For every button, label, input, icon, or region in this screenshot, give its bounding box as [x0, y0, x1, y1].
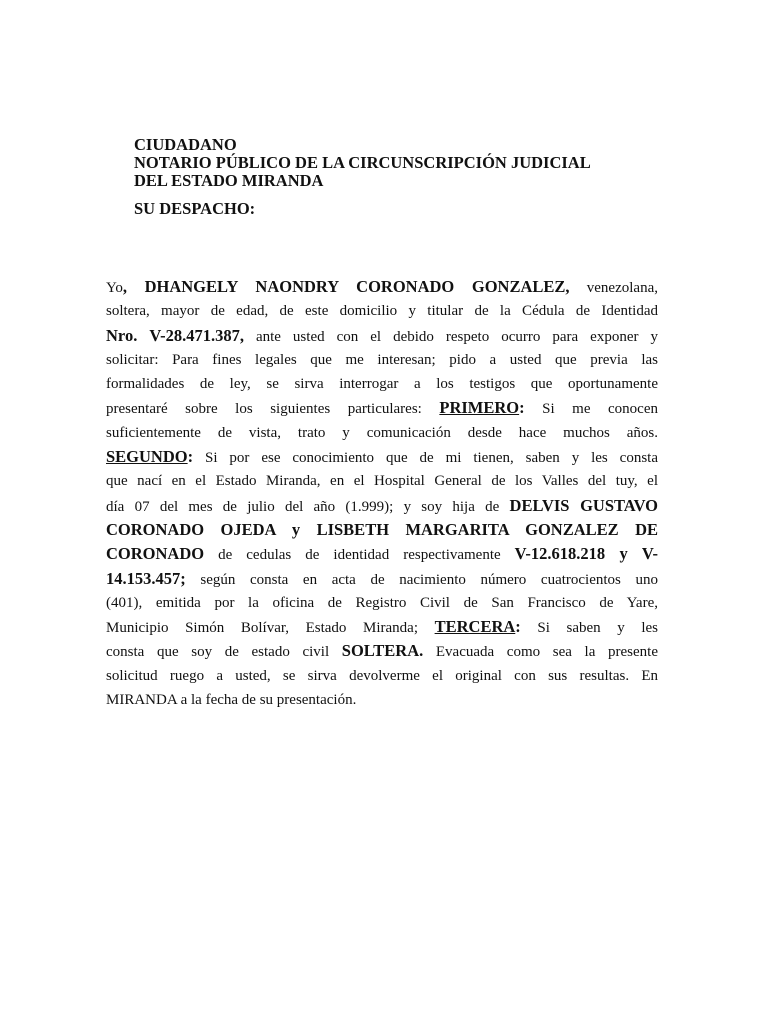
- addressee-line-2: NOTARIO PÚBLICO DE LA CIRCUNSCRIPCIÓN JUDICIAL: [134, 153, 591, 172]
- parents-id-numbers: V-12.618.218 y V-: [514, 544, 658, 564]
- body-line: soltera, mayor de edad, de este domicilio y titular de la Cédula de Identidad: [106, 303, 658, 320]
- body-line: [106, 494, 658, 518]
- mother-surname: CORONADO: [106, 544, 205, 564]
- body-line: suficientemente de vista, trato y comunicación desde hace muchos años.: [106, 424, 658, 441]
- body-text: Municipio Simón Bolívar, Estado Miranda;: [106, 620, 435, 637]
- closing-line: MIRANDA a la fecha de su presentación.: [106, 692, 357, 709]
- primero-heading: PRIMERO: [439, 398, 520, 418]
- body-line: [106, 567, 658, 591]
- applicant-name: , DHANGELY NAONDRY CORONADO GONZALEZ,: [122, 277, 570, 296]
- body-line: [106, 445, 658, 469]
- body-line: [106, 275, 658, 299]
- body-text: Si por ese conocimiento que de mi tienen, saben y les consta: [193, 450, 658, 467]
- su-despacho: SU DESPACHO:: [134, 199, 256, 218]
- body-line: [106, 324, 658, 348]
- body-line: solicitud ruego a usted, se sirva devolverme el original con sus resultas. En: [106, 667, 658, 684]
- body-text: Yo: [106, 280, 123, 296]
- father-name: DELVIS GUSTAVO: [509, 495, 658, 515]
- body-line: formalidades de ley, se sirva interrogar a los testigos que oportunamente: [106, 376, 658, 393]
- body-text: Evacuada como sea la presente: [423, 644, 658, 661]
- colon: :: [515, 617, 521, 637]
- segundo-heading: SEGUNDO: [106, 447, 188, 467]
- body-line: [106, 542, 658, 566]
- petition-body: [106, 275, 658, 712]
- civil-status: SOLTERA.: [341, 641, 424, 661]
- addressee-line-1: CIUDADANO: [134, 135, 237, 154]
- body-text: Si me conocen: [524, 401, 658, 418]
- body-text: ante usted con el debido respeto ocurro para exponer y: [243, 328, 658, 345]
- parents-id-numbers-cont: 14.153.457;: [106, 568, 186, 588]
- body-text: venezolana,: [569, 280, 658, 296]
- body-line: [106, 639, 658, 663]
- addressee-line-3: DEL ESTADO MIRANDA: [134, 171, 324, 190]
- body-line: [106, 615, 658, 639]
- body-line: (401), emitida por la oficina de Registro Civil de San Francisco de Yare,: [106, 594, 658, 611]
- body-text: según consta en acta de nacimiento número cuatrocientos uno: [185, 571, 658, 588]
- body-text: día 07 del mes de julio del año (1.999); y soy hija de: [106, 498, 510, 515]
- id-number: Nro. V-28.471.387,: [106, 325, 244, 345]
- body-text: de cedulas de identidad respectivamente: [204, 547, 515, 564]
- body-line: [106, 396, 658, 420]
- body-text: Si saben y les: [520, 620, 659, 637]
- body-line: solicitar: Para fines legales que me interesan; pido a usted que previa las: [106, 351, 658, 368]
- tercera-heading: TERCERA: [434, 617, 516, 637]
- colon: :: [187, 447, 194, 467]
- parents-names-line: CORONADO OJEDA y LISBETH MARGARITA GONZALEZ DE: [106, 519, 658, 539]
- body-line: que nací en el Estado Miranda, en el Hospital General de los Valles del tuy, el: [106, 473, 658, 490]
- colon: :: [519, 398, 525, 418]
- body-text: consta que soy de estado civil: [106, 644, 342, 661]
- addressee-block: [134, 136, 591, 218]
- body-text: presentaré sobre los siguientes particulares:: [106, 401, 440, 418]
